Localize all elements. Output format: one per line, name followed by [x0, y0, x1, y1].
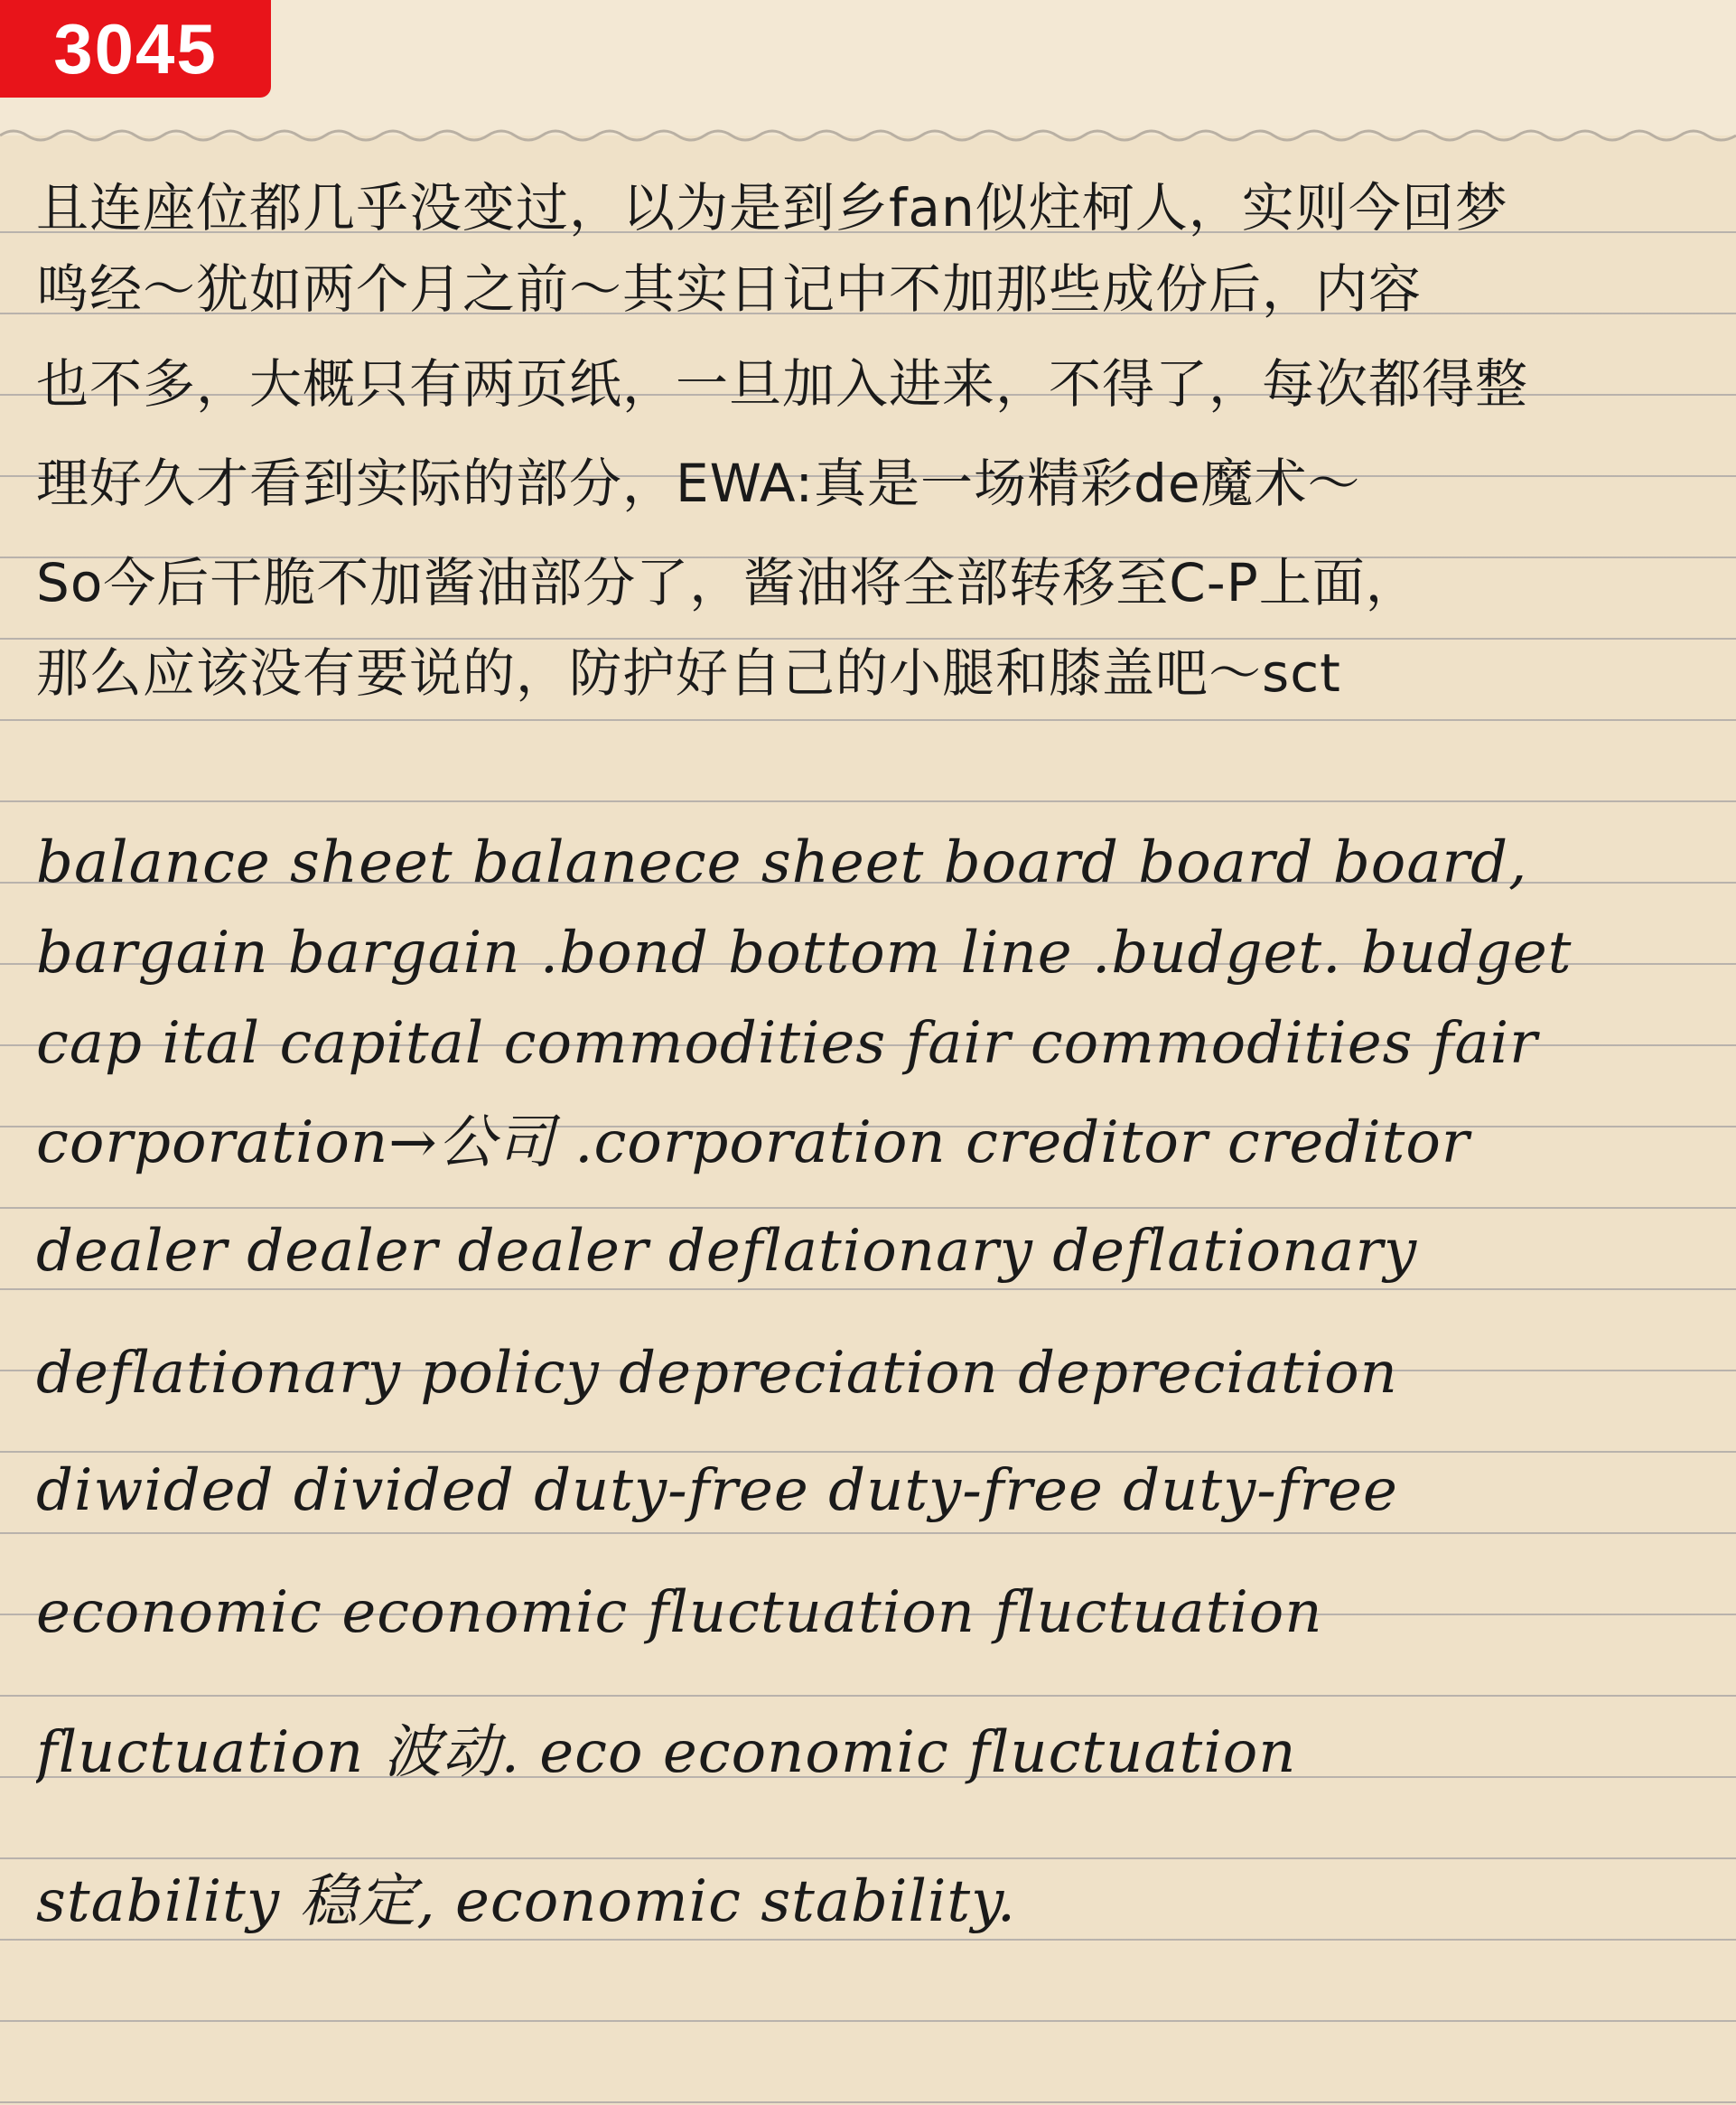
page-number-badge: 3045 — [0, 0, 271, 98]
vocab-line-6: deflationary policy depreciation depreciation — [36, 1340, 1398, 1407]
wavy-edge — [0, 126, 1736, 145]
vocab-line-8: economic economic fluctuation fluctuation — [36, 1579, 1323, 1646]
vocab-line-5: dealer dealer dealer deflationary deflationary — [36, 1218, 1418, 1285]
note-line-3: 也不多，大概只有两页纸，一旦加入进来，不得了，每次都得整 — [36, 353, 1529, 415]
vocab-line-3: cap ital capital commodities fair commodities fair — [36, 1010, 1538, 1077]
vocab-line-2: bargain bargain .bond bottom line .budget. budget — [36, 920, 1573, 987]
note-line-4: 理好久才看到实际的部分，EWA:真是一场精彩de魔术～ — [36, 453, 1361, 514]
vocab-line-9: fluctuation 波动. eco economic fluctuation — [36, 1719, 1297, 1786]
vocab-line-10: stability 稳定, economic stability. — [36, 1868, 1017, 1935]
note-line-2: 鸣经～犹如两个月之前～其实日记中不加那些成份后，内容 — [36, 258, 1423, 320]
note-line-6: 那么应该没有要说的，防护好自己的小腿和膝盖吧～sct — [36, 642, 1341, 704]
note-line-1: 且连座位都几乎没变过，以为是到乡fan似炷柯人，实则今回梦 — [36, 177, 1508, 239]
vocab-line-7: diwided divided duty-free duty-free duty-free — [36, 1457, 1398, 1524]
vocab-line-1: balance sheet balanece sheet board board board, — [36, 829, 1528, 896]
vocab-line-4: corporation→公司 .corporation creditor creditor — [36, 1109, 1470, 1176]
note-line-5: So今后干脆不加酱油部分了，酱油将全部转移至C-P上面， — [36, 552, 1419, 613]
